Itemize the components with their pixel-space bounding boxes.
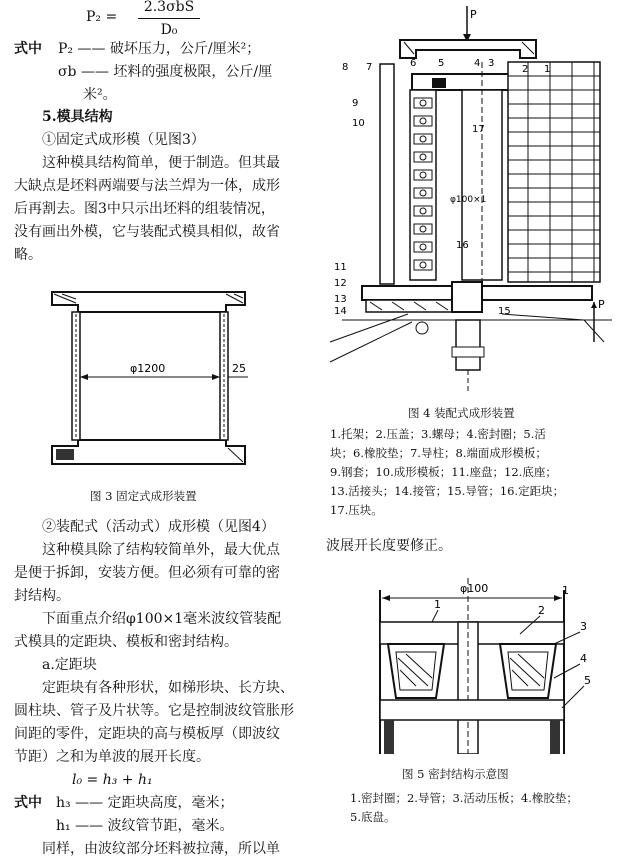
p1-line: 这种模具结构简单，便于制造。但其最 — [42, 155, 280, 171]
fig4-legend-line: 13.活接头；14.接管；15.导管；16.定距块； — [330, 484, 565, 498]
fig5-legend-line: 1.密封圈；2.导管；3.活动压板；4.橡胶垫； — [350, 791, 578, 805]
p3-line: 式模具的定距块、模板和密封结构。 — [14, 634, 238, 650]
fig5-label-4: 4 — [580, 652, 587, 665]
p4-line: 定距块有各种形状，如梯形块、长方块、 — [42, 680, 294, 696]
fig4-legend-line: 1.托架；2.压盖；3.螺母；4.密封圈；5.活 — [330, 427, 546, 441]
formula-l0: l₀ = h₃ + h₁ — [72, 772, 153, 788]
p2-line: 这种模具除了结构较简单外，最大优点 — [42, 542, 280, 558]
where-p2: P₂ —— 破坏压力，公斤/厘米²； — [58, 41, 261, 57]
fig4-label-15: 15 — [498, 306, 511, 317]
fig4-label-12: 12 — [334, 278, 347, 289]
where-sb-a: σb —— 坯料的强度极限，公斤/厘 — [58, 64, 273, 80]
fig4-label-14: 14 — [334, 306, 347, 317]
fig5-label-1a: 1 — [434, 598, 441, 611]
sub2-title: ②装配式（活动式）成形模（见图4） — [42, 519, 275, 535]
fig5-label-1b: 1 — [562, 584, 569, 597]
fig4-label-10: 10 — [352, 118, 365, 129]
figure-3-drawing — [40, 282, 260, 478]
fig4-label-17: 17 — [472, 124, 485, 135]
fig3-dim-25: 25 — [232, 362, 246, 375]
where2-label: 式中 — [14, 795, 42, 811]
fig4-label-4: 4 — [474, 58, 481, 69]
fig4-label-9: 9 — [352, 98, 359, 109]
fig4-label-13: 13 — [334, 294, 347, 305]
fig5-label-5: 5 — [584, 674, 591, 687]
p4-line: 间距的零件，定距块的高与模板厚（即波纹 — [14, 726, 280, 742]
figure-3-caption: 图 3 固定式成形装置 — [90, 489, 197, 503]
p1-line: 后再割去。图3中只示出坯料的组装情况， — [14, 201, 275, 217]
fig5-label-3: 3 — [580, 620, 587, 633]
where-sb-b: 米²。 — [83, 87, 117, 103]
fig4-label-p: P — [470, 8, 477, 21]
sub-a-title: a.定距块 — [42, 657, 97, 673]
where2-h1: h₁ —— 波纹管节距，毫米。 — [56, 818, 234, 834]
fig4-label-2: 2 — [522, 64, 529, 75]
fig4-label-11: 11 — [334, 262, 347, 273]
p4-line: 圆柱块、管子及片状等。它是控制波纹管胀形 — [14, 703, 294, 719]
p2-line: 是便于拆卸，安装方便。但必须有可靠的密 — [14, 565, 280, 581]
p2-line: 封结构。 — [14, 588, 70, 604]
sub1-title: ①固定式成形模（见图3） — [42, 132, 205, 148]
fig5-legend-line: 5.底盘。 — [350, 810, 396, 824]
where2-h3: h₃ —— 定距块高度，毫米； — [56, 795, 234, 811]
fig4-label-p-right: P — [598, 298, 605, 311]
fig4-label-1: 1 — [544, 64, 551, 75]
figure-5-caption: 图 5 密封结构示意图 — [402, 767, 509, 781]
fig4-label-16: 16 — [456, 240, 469, 251]
where-label: 式中 — [14, 41, 42, 57]
p5-line: 同样，由波纹部分坯料被拉薄，所以单 — [42, 841, 280, 857]
p4-line: 节距）之和为单波的展开长度。 — [14, 749, 210, 765]
fig4-label-3: 3 — [488, 58, 495, 69]
p1-line: 略。 — [14, 247, 42, 263]
p1-line: 没有画出外模，它与装配式模具相似，故省 — [14, 224, 280, 240]
continuation-text: 波展开长度要修正。 — [326, 538, 452, 554]
fig4-legend-line: 17.压块。 — [330, 503, 383, 517]
fig4-label-7: 7 — [366, 62, 373, 73]
fig3-dim-d: φ1200 — [130, 362, 166, 375]
figure-4-caption: 图 4 装配式成形装置 — [408, 406, 515, 420]
p3-line: 下面重点介绍φ100×1毫米波纹管装配 — [42, 611, 282, 627]
formula-fraction — [124, 0, 214, 41]
fig5-dim: φ100 — [460, 582, 489, 595]
fig4-label-6: 6 — [410, 58, 417, 69]
formula-numerator: 2.3σbS — [138, 0, 200, 19]
figure-5-drawing — [340, 578, 610, 754]
fig4-label-dim: φ100×1 — [450, 195, 487, 205]
fig4-label-5: 5 — [438, 58, 445, 69]
fig4-legend-line: 9.钢套；10.成形模板；11.座盘；12.底座； — [330, 465, 557, 479]
section-title: 5.模具结构 — [42, 109, 113, 125]
fig4-label-8: 8 — [342, 62, 349, 73]
fig5-label-2: 2 — [538, 604, 545, 617]
formula-lhs: P₂ = — [86, 9, 118, 25]
figure-4-drawing — [322, 2, 622, 400]
fig4-legend-line: 块；6.橡胶垫；7.导柱；8.端面成形模板； — [330, 446, 547, 460]
p1-line: 大缺点是坯料两端要与法兰焊为一体，成形 — [14, 178, 280, 194]
formula-denominator: D₀ — [160, 22, 178, 38]
